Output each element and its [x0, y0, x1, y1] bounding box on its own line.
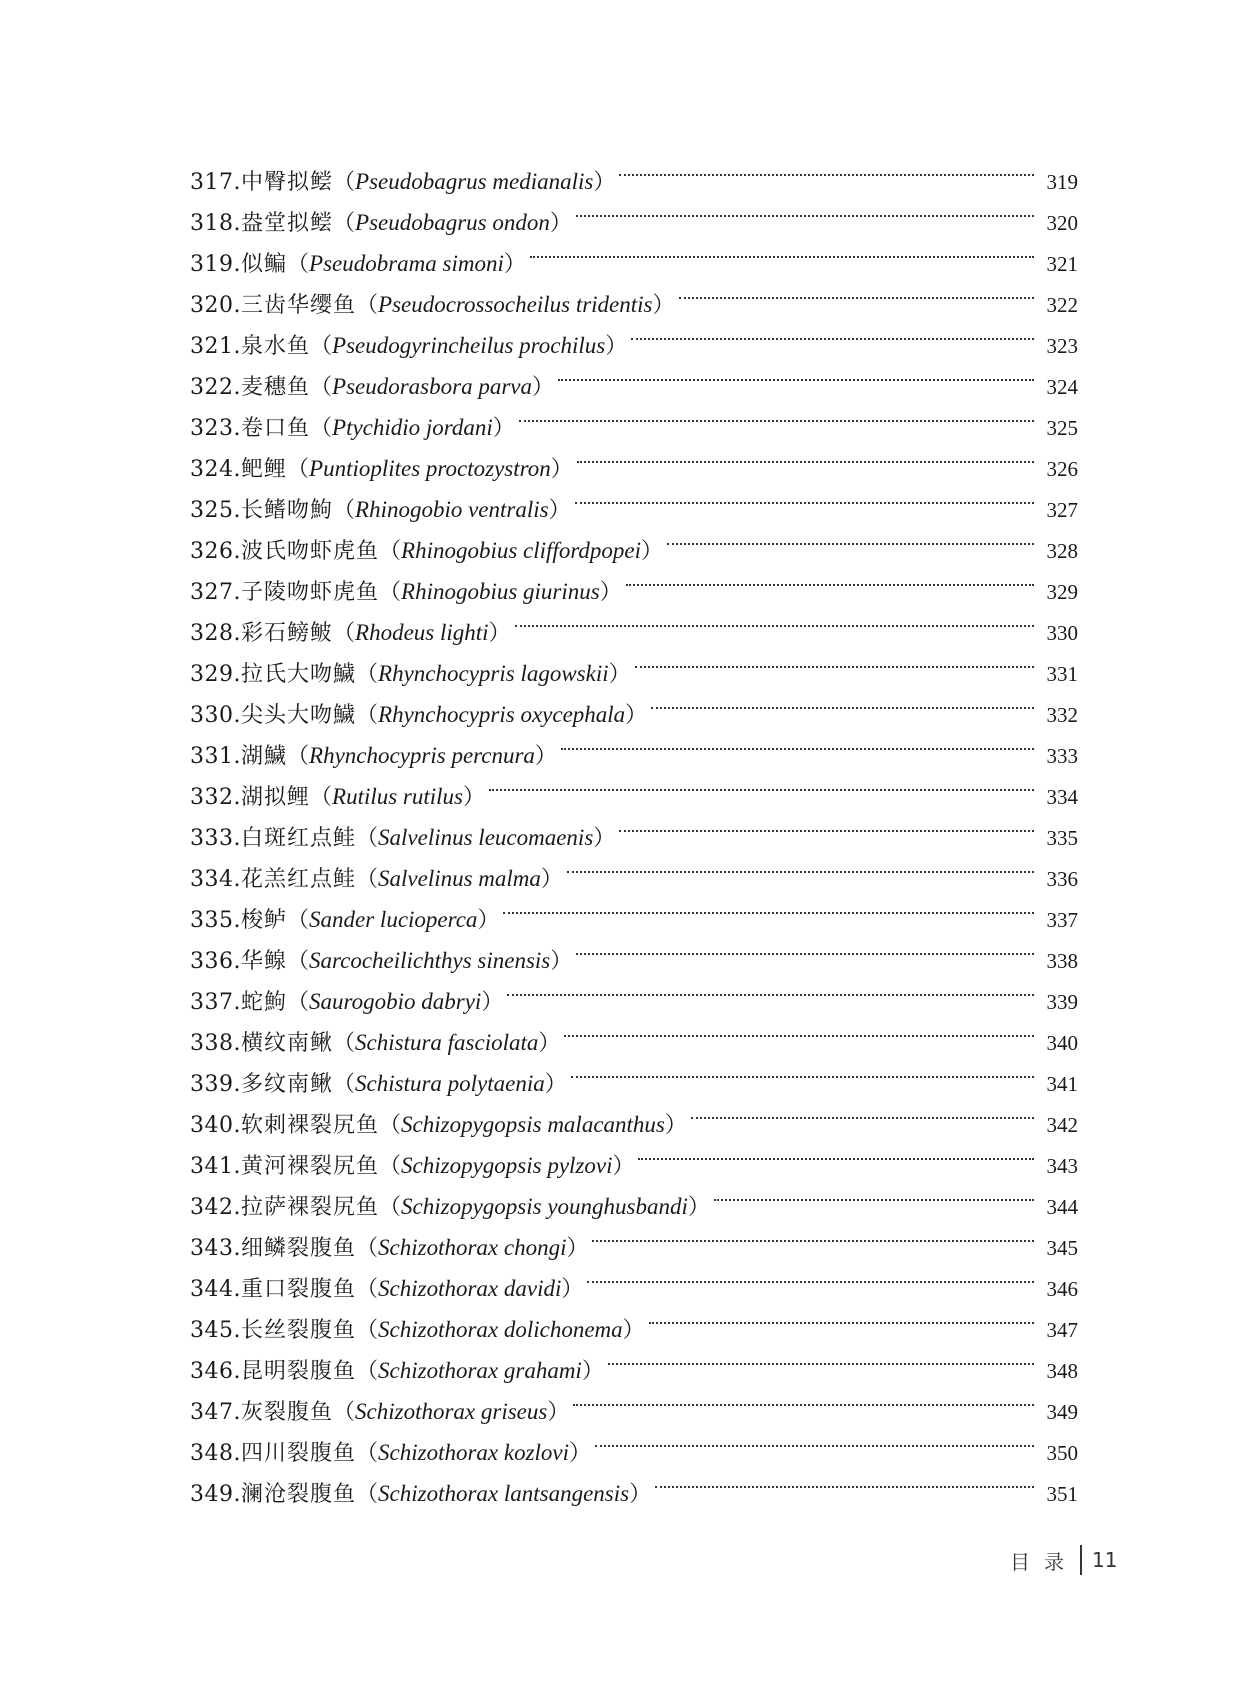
entry-page-number: 345 — [1046, 1236, 1078, 1260]
entry-page-number: 333 — [1046, 744, 1078, 768]
entry-chinese-name: 蛇鮈 — [240, 990, 287, 1015]
entry-page-number: 341 — [1046, 1072, 1078, 1096]
entry-latin-name: Rutilus rutilus — [332, 784, 464, 809]
entry-number: 335. — [190, 908, 241, 933]
entry-number: 348. — [190, 1441, 241, 1466]
open-paren: （ — [333, 170, 356, 195]
entry-number: 325. — [190, 498, 241, 523]
entry-latin-name: Rhinogobius cliffordpopei — [401, 538, 642, 563]
entry-page-number: 331 — [1046, 662, 1078, 686]
dot-leader — [587, 1255, 1034, 1296]
entry-number: 345. — [190, 1318, 241, 1343]
dot-leader — [575, 476, 1034, 517]
entry-page-number: 329 — [1046, 580, 1078, 604]
entry-latin-name: Pseudorasbora parva — [332, 374, 532, 399]
entry-number: 340. — [190, 1113, 241, 1138]
dot-leader — [503, 886, 1034, 927]
entry-chinese-name: 澜沧裂腹鱼 — [240, 1482, 356, 1507]
open-paren: （ — [356, 703, 379, 728]
entry-latin-name: Rhinogobio ventralis — [355, 497, 549, 522]
dot-leader — [638, 1132, 1034, 1173]
entry-number: 338. — [190, 1031, 241, 1056]
open-paren: （ — [356, 662, 379, 687]
entry-number: 322. — [190, 375, 241, 400]
entry-latin-name: Rhynchocypris lagowskii — [378, 661, 609, 686]
open-paren: （ — [356, 1441, 379, 1466]
close-paren: ） — [605, 334, 628, 359]
close-paren: ） — [664, 1113, 687, 1138]
entry-page-number: 348 — [1046, 1359, 1078, 1383]
footer-section-label: 目录 — [1010, 1549, 1078, 1574]
entry-latin-name: Schizothorax grahami — [378, 1358, 582, 1383]
close-paren: ） — [593, 826, 616, 851]
dot-leader — [626, 558, 1034, 599]
dot-leader — [655, 1460, 1034, 1501]
entry-chinese-name: 湖鱥 — [240, 744, 287, 769]
entry-number: 330. — [190, 703, 241, 728]
dot-leader — [631, 312, 1034, 353]
entry-number: 318. — [190, 211, 241, 236]
entry-page-number: 338 — [1046, 949, 1078, 973]
entry-chinese-name: 尖头大吻鱥 — [240, 703, 356, 728]
entry-number: 327. — [190, 580, 241, 605]
entry-number: 347. — [190, 1400, 241, 1425]
entry-page-number: 336 — [1046, 867, 1078, 891]
dot-leader — [608, 1337, 1034, 1378]
close-paren: ） — [612, 1154, 635, 1179]
entry-number: 317. — [190, 170, 241, 195]
open-paren: （ — [356, 1236, 379, 1261]
dot-leader — [577, 435, 1034, 476]
entry-chinese-name: 长丝裂腹鱼 — [240, 1318, 356, 1343]
close-paren: ） — [561, 1277, 584, 1302]
dot-leader — [635, 640, 1034, 681]
entry-page-number: 321 — [1046, 252, 1078, 276]
open-paren: （ — [287, 744, 310, 769]
close-paren: ） — [629, 1482, 652, 1507]
open-paren: （ — [356, 1482, 379, 1507]
entry-latin-name: Pseudobagrus medianalis — [355, 169, 594, 194]
entry-number: 324. — [190, 457, 241, 482]
entry-chinese-name: 白斑红点鲑 — [240, 826, 356, 851]
open-paren: （ — [333, 1031, 356, 1056]
open-paren: （ — [333, 621, 356, 646]
close-paren: ） — [547, 1400, 570, 1425]
entry-latin-name: Salvelinus leucomaenis — [378, 825, 594, 850]
entry-chinese-name: 梭鲈 — [240, 908, 287, 933]
entry-number: 321. — [190, 334, 241, 359]
entry-latin-name: Schistura polytaenia — [355, 1071, 545, 1096]
open-paren: （ — [287, 252, 310, 277]
entry-number: 346. — [190, 1359, 241, 1384]
entry-number: 331. — [190, 744, 241, 769]
entry-chinese-name: 子陵吻虾虎鱼 — [240, 580, 379, 605]
close-paren: ） — [481, 990, 504, 1015]
entry-number: 329. — [190, 662, 241, 687]
close-paren: ） — [550, 457, 573, 482]
open-paren: （ — [287, 949, 310, 974]
dot-leader — [489, 763, 1034, 804]
entry-page-number: 349 — [1046, 1400, 1078, 1424]
toc-entry[interactable] — [190, 148, 1078, 195]
close-paren: ） — [599, 580, 622, 605]
open-paren: （ — [333, 498, 356, 523]
entry-page-number: 351 — [1046, 1482, 1078, 1506]
entry-chinese-name: 花羔红点鲑 — [240, 867, 356, 892]
close-paren: ） — [550, 949, 573, 974]
entry-chinese-name: 拉萨裸裂尻鱼 — [240, 1195, 379, 1220]
entry-latin-name: Schizothorax dolichonema — [378, 1317, 623, 1342]
entry-number: 337. — [190, 990, 241, 1015]
entry-chinese-name: 泉水鱼 — [240, 334, 310, 359]
entry-page-number: 323 — [1046, 334, 1078, 358]
entry-latin-name: Rhodeus lighti — [355, 620, 489, 645]
entry-page-number: 327 — [1046, 498, 1078, 522]
entry-latin-name: Pseudobagrus ondon — [355, 210, 550, 235]
close-paren: ） — [608, 662, 631, 687]
open-paren: （ — [310, 375, 333, 400]
close-paren: ） — [538, 1031, 561, 1056]
open-paren: （ — [379, 1195, 402, 1220]
entry-chinese-name: 华鳈 — [240, 949, 287, 974]
entry-page-number: 339 — [1046, 990, 1078, 1014]
open-paren: （ — [287, 908, 310, 933]
entry-page-number: 320 — [1046, 211, 1078, 235]
dot-leader — [714, 1173, 1034, 1214]
entry-page-number: 346 — [1046, 1277, 1078, 1301]
close-paren: ） — [641, 539, 664, 564]
entry-latin-name: Schizothorax kozlovi — [378, 1440, 570, 1465]
entry-latin-name: Schizothorax davidi — [378, 1276, 562, 1301]
dot-leader — [507, 968, 1034, 1009]
dot-leader — [573, 1378, 1034, 1419]
entry-page-number: 335 — [1046, 826, 1078, 850]
dot-leader — [561, 722, 1034, 763]
dot-leader — [651, 681, 1034, 722]
entry-page-number: 340 — [1046, 1031, 1078, 1055]
entry-number: 320. — [190, 293, 241, 318]
close-paren: ） — [581, 1359, 604, 1384]
entry-latin-name: Sander lucioperca — [309, 907, 478, 932]
entry-latin-name: Pseudobrama simoni — [309, 251, 504, 276]
entry-chinese-name: 四川裂腹鱼 — [240, 1441, 356, 1466]
entry-chinese-name: 横纹南鳅 — [240, 1031, 333, 1056]
open-paren: （ — [287, 990, 310, 1015]
footer-divider — [1080, 1545, 1082, 1575]
close-paren: ） — [566, 1236, 589, 1261]
entry-chinese-name: 卷口鱼 — [240, 416, 310, 441]
footer-page-number: 11 — [1092, 1548, 1118, 1572]
entry-page-number: 325 — [1046, 416, 1078, 440]
entry-chinese-name: 波氏吻虾虎鱼 — [240, 539, 379, 564]
close-paren: ） — [463, 785, 486, 810]
entry-number: 349. — [190, 1482, 241, 1507]
open-paren: （ — [287, 457, 310, 482]
close-paren: ） — [652, 293, 675, 318]
dot-leader — [530, 230, 1034, 271]
open-paren: （ — [310, 785, 333, 810]
open-paren: （ — [310, 416, 333, 441]
entry-page-number: 334 — [1046, 785, 1078, 809]
dot-leader — [515, 599, 1034, 640]
open-paren: （ — [356, 293, 379, 318]
dot-leader — [571, 1050, 1034, 1091]
entry-latin-name: Pseudocrossocheilus tridentis — [378, 292, 653, 317]
entry-latin-name: Saurogobio dabryi — [309, 989, 482, 1014]
entry-number: 343. — [190, 1236, 241, 1261]
open-paren: （ — [333, 1400, 356, 1425]
dot-leader — [679, 271, 1034, 312]
open-paren: （ — [379, 1113, 402, 1138]
close-paren: ） — [625, 703, 648, 728]
entry-page-number: 322 — [1046, 293, 1078, 317]
entry-chinese-name: 三齿华缨鱼 — [240, 293, 356, 318]
entry-number: 341. — [190, 1154, 241, 1179]
entry-chinese-name: 盎堂拟鲿 — [240, 211, 333, 236]
entry-chinese-name: 鲃鲤 — [240, 457, 287, 482]
entry-page-number: 350 — [1046, 1441, 1078, 1465]
close-paren: ） — [569, 1441, 592, 1466]
open-paren: （ — [356, 1359, 379, 1384]
open-paren: （ — [379, 539, 402, 564]
entry-chinese-name: 细鳞裂腹鱼 — [240, 1236, 356, 1261]
entry-chinese-name: 彩石鳑鲏 — [240, 621, 333, 646]
entry-chinese-name: 麦穗鱼 — [240, 375, 310, 400]
entry-latin-name: Schizothorax chongi — [378, 1235, 567, 1260]
page-footer — [1010, 1545, 1117, 1575]
dot-leader — [567, 845, 1034, 886]
table-of-contents — [190, 148, 1078, 1507]
close-paren: ） — [544, 1072, 567, 1097]
close-paren: ） — [492, 416, 515, 441]
entry-latin-name: Schizothorax lantsangensis — [378, 1481, 630, 1506]
open-paren: （ — [356, 1277, 379, 1302]
open-paren: （ — [333, 211, 356, 236]
entry-latin-name: Pseudogyrincheilus prochilus — [332, 333, 606, 358]
entry-latin-name: Schizopygopsis younghusbandi — [401, 1194, 688, 1219]
close-paren: ） — [540, 867, 563, 892]
entry-latin-name: Rhynchocypris oxycephala — [378, 702, 626, 727]
entry-chinese-name: 长鳍吻鮈 — [240, 498, 333, 523]
dot-leader — [576, 927, 1034, 968]
entry-chinese-name: 多纹南鳅 — [240, 1072, 333, 1097]
entry-page-number: 326 — [1046, 457, 1078, 481]
entry-number: 342. — [190, 1195, 241, 1220]
entry-page-number: 330 — [1046, 621, 1078, 645]
entry-page-number: 324 — [1046, 375, 1078, 399]
entry-latin-name: Schizopygopsis malacanthus — [401, 1112, 665, 1137]
open-paren: （ — [356, 826, 379, 851]
entry-page-number: 343 — [1046, 1154, 1078, 1178]
entry-number: 334. — [190, 867, 241, 892]
close-paren: ） — [622, 1318, 645, 1343]
dot-leader — [564, 1009, 1034, 1050]
close-paren: ） — [593, 170, 616, 195]
entry-chinese-name: 软刺裸裂尻鱼 — [240, 1113, 379, 1138]
entry-page-number: 332 — [1046, 703, 1078, 727]
entry-latin-name: Schizopygopsis pylzovi — [401, 1153, 613, 1178]
entry-chinese-name: 灰裂腹鱼 — [240, 1400, 333, 1425]
entry-chinese-name: 似鳊 — [240, 252, 287, 277]
open-paren: （ — [356, 867, 379, 892]
close-paren: ） — [503, 252, 526, 277]
entry-chinese-name: 湖拟鲤 — [240, 785, 310, 810]
entry-latin-name: Salvelinus malma — [378, 866, 541, 891]
entry-page-number: 328 — [1046, 539, 1078, 563]
entry-number: 339. — [190, 1072, 241, 1097]
entry-page-number: 319 — [1046, 170, 1078, 194]
close-paren: ） — [549, 211, 572, 236]
entry-number: 328. — [190, 621, 241, 646]
entry-number: 336. — [190, 949, 241, 974]
entry-number: 319. — [190, 252, 241, 277]
open-paren: （ — [356, 1318, 379, 1343]
dot-leader — [519, 394, 1034, 435]
dot-leader — [619, 804, 1034, 845]
entry-chinese-name: 重口裂腹鱼 — [240, 1277, 356, 1302]
close-paren: ） — [477, 908, 500, 933]
open-paren: （ — [333, 1072, 356, 1097]
entry-latin-name: Sarcocheilichthys sinensis — [309, 948, 551, 973]
entry-page-number: 347 — [1046, 1318, 1078, 1342]
close-paren: ） — [532, 375, 555, 400]
entry-chinese-name: 昆明裂腹鱼 — [240, 1359, 356, 1384]
entry-chinese-name: 拉氏大吻鱥 — [240, 662, 356, 687]
entry-page-number: 337 — [1046, 908, 1078, 932]
entry-latin-name: Schizothorax griseus — [355, 1399, 548, 1424]
close-paren: ） — [534, 744, 557, 769]
entry-latin-name: Rhinogobius giurinus — [401, 579, 600, 604]
dot-leader — [691, 1091, 1034, 1132]
dot-leader — [595, 1419, 1034, 1460]
dot-leader — [619, 148, 1034, 189]
entry-number: 323. — [190, 416, 241, 441]
entry-number: 326. — [190, 539, 241, 564]
entry-chinese-name: 中臀拟鲿 — [240, 170, 333, 195]
entry-latin-name: Rhynchocypris percnura — [309, 743, 535, 768]
open-paren: （ — [310, 334, 333, 359]
close-paren: ） — [548, 498, 571, 523]
dot-leader — [667, 517, 1034, 558]
entry-page-number: 344 — [1046, 1195, 1078, 1219]
entry-chinese-name: 黄河裸裂尻鱼 — [240, 1154, 379, 1179]
entry-number: 332. — [190, 785, 241, 810]
dot-leader — [649, 1296, 1034, 1337]
open-paren: （ — [379, 1154, 402, 1179]
close-paren: ） — [687, 1195, 710, 1220]
open-paren: （ — [379, 580, 402, 605]
dot-leader — [592, 1214, 1034, 1255]
entry-page-number: 342 — [1046, 1113, 1078, 1137]
entry-number: 333. — [190, 826, 241, 851]
entry-latin-name: Puntioplites proctozystron — [309, 456, 551, 481]
entry-latin-name: Schistura fasciolata — [355, 1030, 539, 1055]
entry-latin-name: Ptychidio jordani — [332, 415, 493, 440]
close-paren: ） — [488, 621, 511, 646]
dot-leader — [558, 353, 1034, 394]
entry-number: 344. — [190, 1277, 241, 1302]
dot-leader — [576, 189, 1034, 230]
